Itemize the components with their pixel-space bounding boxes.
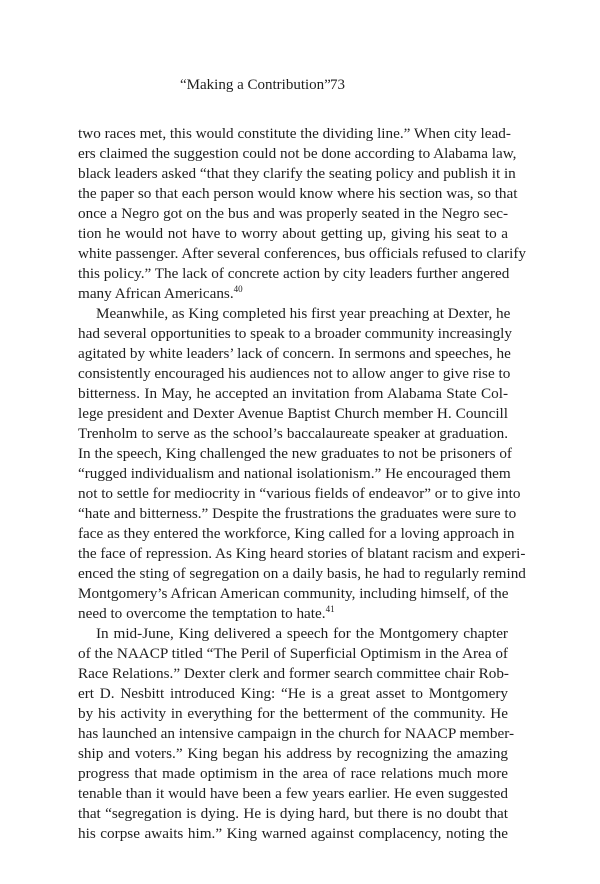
text-line-last xyxy=(78,284,508,304)
body-text xyxy=(78,124,526,844)
paragraph-2 xyxy=(78,304,526,624)
text-line: Trenholm to serve as the school’s baccalaureate speaker at graduation. xyxy=(78,425,508,442)
text-line: his corpse awaits him.” King warned against complacency, noting the xyxy=(78,825,508,842)
text-fragment: need to overcome the temptation to hate. xyxy=(78,605,326,622)
text-line: “rugged individualism and national isolationism.” He encouraged them xyxy=(78,465,511,482)
text-line: tenable than it would have been a few years earlier. He even suggested xyxy=(78,785,508,802)
text-line: bitterness. In May, he accepted an invitation from Alabama State Col- xyxy=(78,385,508,402)
footnote-ref: 41 xyxy=(325,604,335,614)
text-line: the paper so that each person would know where his section was, so that xyxy=(78,185,518,202)
text-line: agitated by white leaders’ lack of concern. In sermons and speeches, he xyxy=(78,345,511,362)
page-number: 73 xyxy=(330,77,345,93)
text-line: lege president and Dexter Avenue Baptist Church member H. Councill xyxy=(78,405,508,422)
text-line: had several opportunities to speak to a broader community increasingly xyxy=(78,325,512,342)
text-line: once a Negro got on the bus and was properly seated in the Negro sec- xyxy=(78,205,508,222)
text-line: ship and voters.” King began his address by recognizing the amazing xyxy=(78,745,508,762)
text-line: face as they entered the workforce, King called for a loving approach in xyxy=(78,525,515,542)
text-line: In the speech, King challenged the new graduates to not be prisoners of xyxy=(78,445,512,462)
text-line: enced the sting of segregation on a daily basis, he had to regularly remind xyxy=(78,565,526,582)
text-line: progress that made optimism in the area of race relations much more xyxy=(78,765,508,782)
text-line: black leaders asked “that they clarify the seating policy and publish it in xyxy=(78,165,516,182)
text-line: consistently encouraged his audiences not to allow anger to give rise to xyxy=(78,365,511,382)
text-line: Race Relations.” Dexter clerk and former search committee chair Rob- xyxy=(78,665,509,682)
running-head xyxy=(0,74,600,96)
text-line-first: Meanwhile, as King completed his first year preaching at Dexter, he xyxy=(96,305,511,322)
paragraph-1 xyxy=(78,124,526,304)
text-line: tion he would not have to worry about getting up, giving his seat to a xyxy=(78,225,508,242)
text-line: of the NAACP titled “The Peril of Superficial Optimism in the Area of xyxy=(78,645,508,662)
footnote-ref: 40 xyxy=(233,284,243,294)
paragraph-3 xyxy=(78,624,515,844)
text-line: Montgomery’s African American community, including himself, of the xyxy=(78,585,509,602)
text-line: ers claimed the suggestion could not be done according to Alabama law, xyxy=(78,145,517,162)
text-line: “hate and bitterness.” Despite the frustrations the graduates were sure to xyxy=(78,505,517,522)
text-line: white passenger. After several conferences, bus officials refused to clarify xyxy=(78,245,526,262)
text-line: the face of repression. As King heard stories of blatant racism and experi- xyxy=(78,545,526,562)
text-line: not to settle for mediocrity in “various fields of endeavor” or to give into xyxy=(78,485,521,502)
text-line: that “segregation is dying. He is dying hard, but there is no doubt that xyxy=(78,805,508,822)
text-line-first: In mid-June, King delivered a speech for the Montgomery chapter xyxy=(96,625,508,642)
text-fragment: many African Americans. xyxy=(78,285,234,302)
text-line-last xyxy=(78,604,508,624)
chapter-title: “Making a Contribution” xyxy=(180,77,331,93)
text-line: by his activity in everything for the betterment of the community. He xyxy=(78,705,508,722)
text-line: this policy.” The lack of concrete action by city leaders further angered xyxy=(78,265,510,282)
text-line: ert D. Nesbitt introduced King: “He is a great asset to Montgomery xyxy=(78,685,508,702)
text-line: has launched an intensive campaign in the church for NAACP member- xyxy=(78,725,515,742)
text-line: two races met, this would constitute the dividing line.” When city lead- xyxy=(78,125,511,142)
